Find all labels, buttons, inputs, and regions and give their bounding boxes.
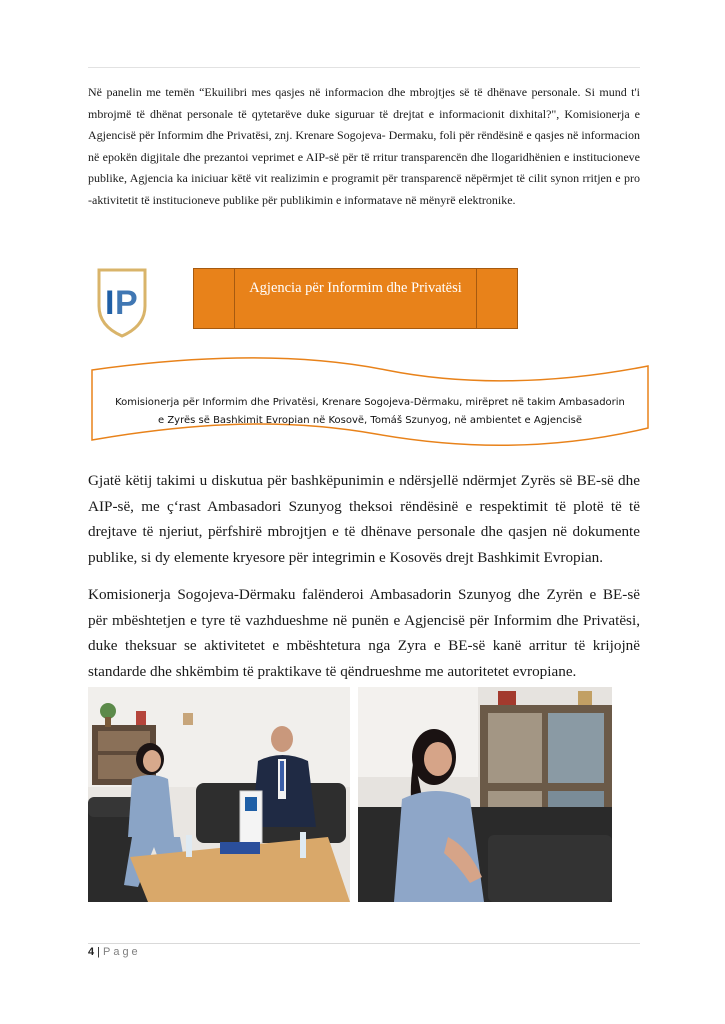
ip-logo-icon bbox=[95, 266, 149, 338]
footer-rule bbox=[88, 943, 640, 944]
banner-title: Agjencia për Informim dhe Privatësi bbox=[249, 280, 462, 296]
body-paragraph-1: Gjatë këtij takimi u diskutua për bashkëpunimin e ndërsjellë ndërmjet Zyrës së BE-së dhe AIP-së, me ç‘rast Ambasadori Szunyog theksoi rëndësinë e respektimit të plotë të të drejtave të njeriut, përfshirë mbrojtjen e të dhënave personale dhe qasjen në dokumente publike, si dy elemente kryesore për integrimin e Kosovës drejt Bashkimit Evropian. bbox=[88, 472, 640, 566]
meeting-photo bbox=[88, 687, 350, 902]
footer-separator: | bbox=[97, 946, 100, 958]
page-number: 4 bbox=[88, 946, 95, 958]
banner-divider-left bbox=[234, 269, 235, 328]
header-rule bbox=[88, 67, 640, 68]
page-footer bbox=[88, 946, 141, 958]
intro-paragraph: Në panelin me temën “Ekuilibri mes qasjes në informacion dhe mbrojtjes së të dhënave personale. Si mund t'i mbrojmë të dhënat personale të qytetarëve duke siguruar të drejtat e informacionit dixhital?", Komisionerja e Agjencisë për Informim dhe Privatësi, znj. Krenare Sogojeva- Dermaku, foli për rëndësinë e qasjes në informacion në epokën digjitale dhe prezantoi veprimet e AIP-së për të rritur transparencën dhe llogaridhënien e institucioneve publike, Agjencia ka iniciuar këtë vit realizimin e programit për transparencë nëpërmjet të cilit synon rritjen e pro -aktivitetit të institucioneve publike për publikimin e informatave në mënyrë elektronike. bbox=[88, 85, 640, 207]
banner-divider-right bbox=[476, 269, 477, 328]
agency-banner bbox=[193, 268, 518, 329]
commissioner-photo bbox=[358, 687, 612, 902]
logo-letter-i: I bbox=[105, 284, 115, 322]
page-word: Page bbox=[102, 946, 141, 958]
body-paragraph-2: Komisionerja Sogojeva-Dërmaku falënderoi Ambasadorin Szunyog dhe Zyrën e BE-së për mbështetjen e tyre të vazhdueshme në punën e Agjencisë për Informim dhe Privatësi, duke theksuar se aktivitetet e mbështetura nga Zyra e BE-së kanë arritur të krijojnë standarde dhe shkëmbim të praktikave të qëndrueshme me autoritetet evropiane. bbox=[88, 586, 640, 680]
photo-caption: Komisionerja për Informim dhe Privatësi, Krenare Sogojeva-Dërmaku, mirëpret në takim Ambasadorin e Zyrës së Bashkimit Evropian në Kosovë, Tomáš Szunyog, në ambientet e Agjencisë bbox=[115, 397, 625, 426]
logo-letter-p: P bbox=[115, 284, 138, 322]
